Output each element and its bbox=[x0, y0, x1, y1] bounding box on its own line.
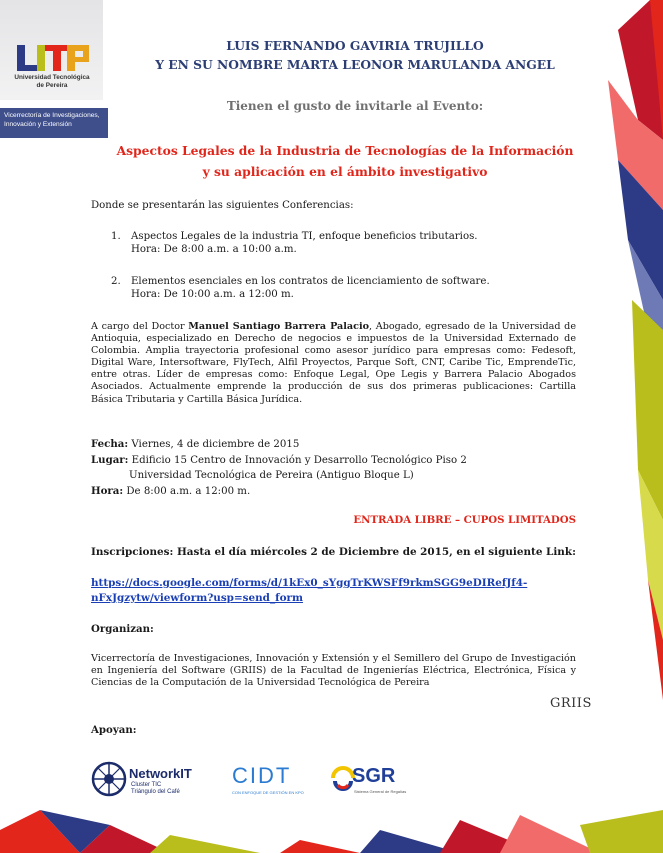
conferences-intro: Donde se presentarán las siguientes Conferencias: bbox=[91, 200, 354, 211]
registration-link[interactable]: https://docs.google.com/forms/d/1kEx0_sYggTrKWSFf9rkmSGG9eDIRefJf4- nFxJgzytw/viewform?usp=send_form bbox=[91, 577, 528, 604]
inscripciones-text: Inscripciones: Hasta el día miércoles 2 de Diciembre de 2015, en el siguiente Link: bbox=[91, 546, 576, 558]
university-name: Universidad Tecnológica de Pereira bbox=[14, 74, 90, 89]
organizan-label: Organizan: bbox=[91, 623, 154, 635]
vicerrectoria-box: Vicerrectoría de Investigaciones, Innovación y Extensión bbox=[0, 108, 108, 138]
networkit-logo: NetworkIT Cluster TIC Triángulo del Café bbox=[91, 761, 221, 799]
header-line-1: LUIS FERNANDO GAVIRIA TRUJILLO bbox=[226, 38, 484, 53]
conference-2: Elementos esenciales en los contratos de licenciamiento de software. Hora: De 10:00 a.m. a 12:00 m. bbox=[131, 276, 490, 300]
conference-2-number: 2. bbox=[111, 276, 121, 287]
decorative-ribbon-right bbox=[598, 0, 663, 853]
event-title: Aspectos Legales de la Industria de Tecnologías de la Información y su aplicación en el ámbito investigativo bbox=[116, 143, 574, 179]
networkit-globe-icon bbox=[91, 761, 127, 797]
conference-1: Aspectos Legales de la industria TI, enfoque beneficios tributarios. Hora: De 8:00 a.m. a 10:00 a.m. bbox=[131, 231, 478, 255]
conference-1-number: 1. bbox=[111, 231, 121, 242]
utp-logo-panel bbox=[0, 0, 103, 143]
speaker-name: Manuel Santiago Barrera Palacio bbox=[188, 321, 370, 332]
apoyan-label: Apoyan: bbox=[91, 724, 137, 736]
sgr-logo: SGR Sistema General de Regalías bbox=[330, 763, 415, 799]
griis-logo: GRIIS bbox=[550, 696, 592, 711]
speaker-bio: A cargo del Doctor Manuel Santiago Barrera Palacio, Abogado, egresado de la Universidad de Antioquia, especializado en Derecho de negocios e impuestos de la Universidad Externado de Colombia. Amplia trayectoria profesional como asesor jurídico para empresas como: Fedesoft, Digital Ware, Intersoftware, FlyTech, Alfil Proyectos, Parque Soft, CNT, Caribe Tic, EmprendeTic, entre otras. Líder de empresas como: Enfoque Legal, Ope Legis y Barrera Palacio Abogados Asociados. Actualmente emprende la producción de sus dos primeras publicaciones: Cartilla Básica Tributaria y Cartilla Básica Jurídica. bbox=[91, 321, 576, 405]
entrada-libre: ENTRADA LIBRE – CUPOS LIMITADOS bbox=[353, 514, 576, 526]
utp-logo-icon bbox=[15, 41, 95, 75]
inscripciones-link-block bbox=[91, 576, 576, 605]
invite-text: Tienen el gusto de invitarle al Evento: bbox=[226, 99, 484, 113]
decorative-ribbon-bottom bbox=[0, 800, 663, 853]
event-details: Fecha: Viernes, 4 de diciembre de 2015 Lugar: Edificio 15 Centro de Innovación y Desarrollo Tecnológico Piso 2 Universidad Tecnológica de Pereira (Antiguo Bloque L) Hora: De 8:00 a.m. a 12:00 m. bbox=[91, 438, 467, 497]
organizan-text: Vicerrectoría de Investigaciones, Innovación y Extensión y el Semillero del Grupo de Investigación en Ingeniería del Software (GRIIS) de la Facultad de Ingenierías Eléctrica, Electrónica, Física y Ciencias de la Computación de la Universidad Tecnológica de Pereira bbox=[91, 653, 576, 689]
cidt-logo: CIDT CON ENFOQUE DE GESTIÓN EN KPO bbox=[232, 763, 304, 795]
header-line-2: Y EN SU NOMBRE MARTA LEONOR MARULANDA ANGEL bbox=[155, 57, 555, 72]
